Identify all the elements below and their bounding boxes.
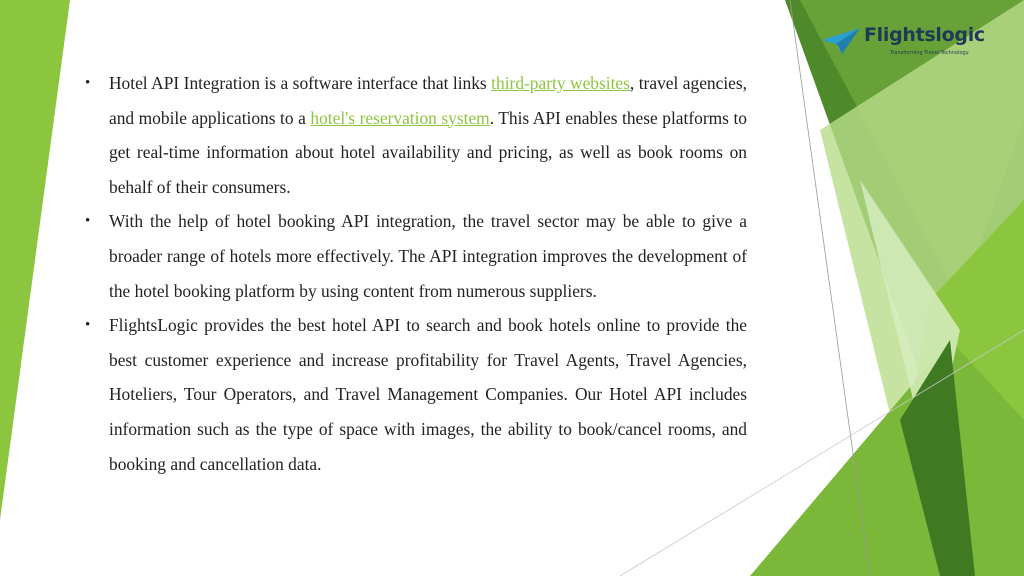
bullet-text: Hotel API Integration is a software interface that links <box>109 73 492 93</box>
bullet-text: . This API enables these platforms to get real-time information about hotel availability and pricing, as well as book rooms on behalf of their consumers. <box>109 107 747 197</box>
bullet-text: With the help of hotel booking API integration, the travel sector may be able to give a broader range of hotels more effectively. The API integration improves the development of the hotel booking platform by using content from numerous suppliers. <box>109 211 747 301</box>
paper-plane-icon <box>820 28 862 54</box>
third-party-websites-link[interactable]: third-party websites <box>491 73 630 93</box>
slide-content <box>85 66 747 481</box>
bullet-item <box>85 204 747 308</box>
bullet-list <box>85 66 747 481</box>
bullet-dot-icon: • <box>85 213 91 230</box>
bullet-text: FlightsLogic provides the best hotel API to search and book hotels online to provide the best customer experience and increase profitability for Travel Agents, Travel Agencies, Hoteliers, Tour Operators, and Travel Management Companies. Our Hotel API includes information such as the type of space with images, the ability to book/cancel rooms, and booking and cancellation data. <box>109 315 747 474</box>
logo-tagline: Transforming Travel Technology <box>890 50 969 56</box>
bullet-item <box>85 308 747 481</box>
bullet-item <box>85 66 747 204</box>
bullet-text: , travel agencies, and mobile applications to a <box>109 73 748 128</box>
flightslogic-logo <box>820 22 985 62</box>
bullet-dot-icon: • <box>85 317 91 334</box>
hotels-reservation-system-link[interactable]: hotel's reservation system <box>310 107 490 128</box>
bullet-dot-icon: • <box>85 75 91 91</box>
left-green-triangle <box>0 0 70 520</box>
logo-brand-name: Flightslogic <box>864 24 985 46</box>
